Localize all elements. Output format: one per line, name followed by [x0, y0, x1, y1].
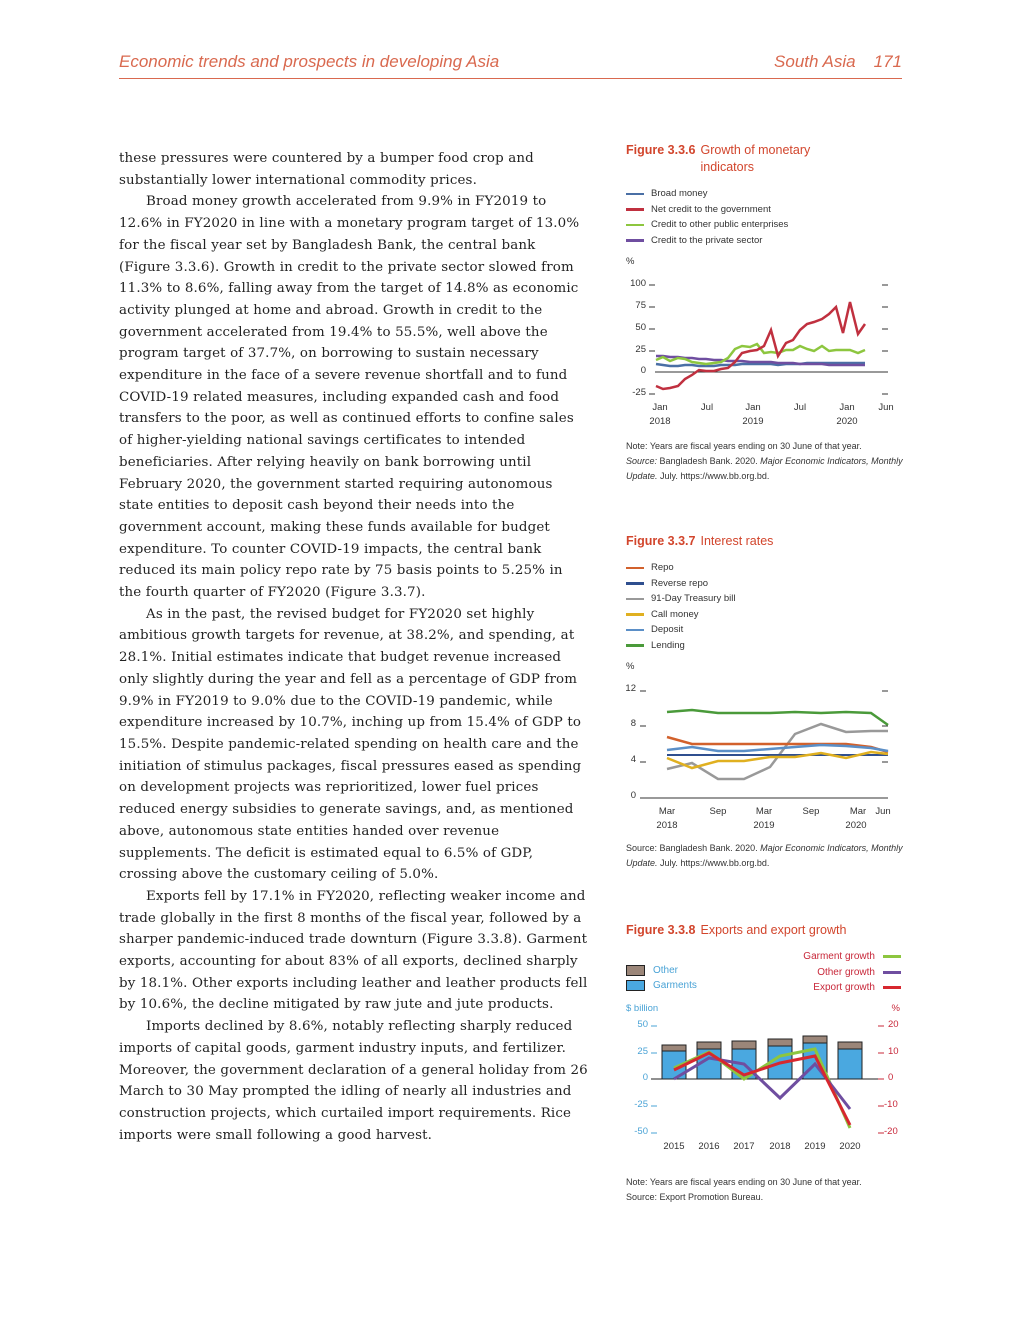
svg-text:2020: 2020 — [845, 820, 867, 829]
legend-item: Garments — [626, 980, 697, 991]
svg-text:0: 0 — [640, 365, 646, 376]
svg-text:Sep: Sep — [802, 806, 820, 817]
svg-text:2018: 2018 — [656, 820, 678, 829]
legend-item: Reverse repo — [626, 576, 906, 592]
svg-text:Jan: Jan — [745, 402, 761, 413]
legend-swatch-icon — [626, 598, 644, 601]
legend-item: 91-Day Treasury bill — [626, 591, 906, 607]
section-and-page — [756, 52, 902, 72]
legend-swatch-icon — [626, 567, 644, 570]
line-chart — [620, 269, 900, 429]
svg-text:Jun: Jun — [875, 806, 891, 817]
paragraph: Exports fell by 17.1% in FY2020, reflecting weaker income and trade globally in the first 8 months of the fiscal year, followed by a sharper pandemic-induced trade downturn (Figure 3.3.8). Garment exports, accounting for about 83% of all exports, declined sharply by 18.1%. Other exports including leather and leather products fell by 10.6%, the decline mitigated by raw jute and jute products. — [119, 888, 588, 1013]
figure-source: Source: Bangladesh Bank. 2020. Major Economic Indicators, Monthly Update. July. https://www.bb.org.bd. — [626, 456, 903, 481]
legend-swatch-icon — [626, 965, 645, 976]
figure-title — [626, 533, 906, 550]
axis-units: $ billion % — [626, 1003, 900, 1014]
svg-text:0: 0 — [642, 1072, 648, 1083]
page-number: 171 — [873, 52, 902, 71]
book-title: Economic trends and prospects in developing Asia — [119, 52, 500, 71]
legend-item: Repo — [626, 560, 906, 576]
svg-text:2019: 2019 — [753, 820, 775, 829]
paragraph: these pressures were countered by a bumper food crop and substantially lower international commodity prices. — [119, 151, 534, 188]
svg-text:2017: 2017 — [733, 1141, 755, 1152]
legend-item: Other growth — [817, 967, 901, 978]
svg-text:0: 0 — [630, 790, 636, 801]
svg-text:10: 10 — [888, 1046, 899, 1057]
legend-item: Other — [626, 965, 678, 976]
svg-text:75: 75 — [635, 300, 646, 311]
legend-item: Credit to the private sector — [626, 233, 906, 249]
svg-text:Mar: Mar — [849, 806, 867, 817]
figure-source: Source: Export Promotion Bureau. — [626, 1192, 764, 1202]
legend-item: Lending — [626, 638, 906, 654]
legend-swatch-icon — [883, 986, 901, 989]
svg-text:50: 50 — [637, 1019, 648, 1030]
svg-text:20: 20 — [888, 1019, 899, 1030]
svg-text:-10: -10 — [884, 1099, 898, 1110]
chart-legend — [626, 951, 906, 1003]
paragraph: Broad money growth accelerated from 9.9% in FY2019 to 12.6% in FY2020 in line with a monetary program target of 13.0% for the fiscal year set by Bangladesh Bank, the central bank (Figure 3.3.6). Growth in credit to the private sector slowed from 11.3% to 8.6%, falling away from the target of 14.8% as economic activity plunged at home and abroad. Growth in credit to the government accelerated from 19.4% to 55.5%, well above the program target of 37.7%, on borrowing to sustain necessary expenditure in the face of a severe revenue shortfall and to fund COVID-19 related measures, including expanded cash and food transfers to the poor, as well as continued efforts to confine sales of higher-yielding national savings certificates to intended beneficiaries. After relying heavily on bank borrowing until February 2020, the government started requiring autonomous state entities to deposit cash beyond their needs into the government account, making these funds available for budget expenditure. To counter COVID-19 impacts, the central bank reduced its main policy repo rate by 75 basis points to 5.25% in the fourth quarter of FY2020 (Figure 3.3.7). — [119, 194, 580, 601]
figure-number: Figure 3.3.6 — [626, 143, 696, 157]
figure-source: Source: Bangladesh Bank. 2020. Major Economic Indicators, Monthly Update. July. https://www.bb.org.bd. — [626, 843, 903, 868]
legend-item: Export growth — [813, 982, 901, 993]
legend-swatch-icon — [626, 629, 644, 632]
figure-title — [626, 142, 906, 176]
legend-swatch-icon — [626, 582, 644, 585]
paragraph: As in the past, the revised budget for FY2020 set highly ambitious growth targets for revenue, at 38.2%, and spending, at 28.1%. Initial estimates indicate that budget revenue increased only slightly during the year and fell as a percentage of GDP from 9.9% in FY2019 to 9.0% due to the COVID-19 pandemic, while expenditure increased by 10.7%, inching up from 15.4% of GDP to 15.5%. Despite pandemic-related spending on health care and the initiation of stimulus packages, fiscal pressures eased as spending on development projects was reprioritized, lower fuel prices reduced energy subsidies to generate savings, and, as mentioned above, autonomous state entities handed over revenue supplements. The deficit is estimated equal to 6.5% of GDP, crossing above the customary ceiling of 5.0%. — [119, 606, 582, 883]
y-axis-unit: % — [626, 661, 635, 672]
svg-text:-25: -25 — [634, 1099, 648, 1110]
legend-item: Broad money — [626, 186, 906, 202]
svg-text:2018: 2018 — [649, 416, 671, 427]
running-header — [119, 52, 902, 79]
figure-caption: Exports and export growth — [700, 923, 847, 937]
svg-text:2016: 2016 — [698, 1141, 720, 1152]
figure-number: Figure 3.3.8 — [626, 923, 696, 937]
figure-caption: Growth of monetary indicators — [700, 143, 811, 174]
svg-text:12: 12 — [625, 683, 636, 694]
legend-swatch-icon — [626, 644, 644, 647]
svg-text:Jan: Jan — [839, 402, 855, 413]
legend-swatch-icon — [883, 955, 901, 958]
svg-text:2019: 2019 — [742, 416, 764, 427]
paragraph: Imports declined by 8.6%, notably reflecting sharply reduced imports of capital goods, garment industry inputs, and fertilizer. Moreover, the government declaration of a general holiday from 26 March to 30 May prompted the idling of nearly all industries and construction projects, which curtailed import requirements. Rice imports were small following a good harvest. — [119, 1019, 588, 1143]
legend-swatch-icon — [626, 613, 644, 616]
svg-text:Mar: Mar — [658, 806, 676, 817]
svg-text:25: 25 — [635, 344, 646, 355]
legend-item: Deposit — [626, 622, 906, 638]
svg-text:-25: -25 — [632, 387, 646, 398]
legend-swatch-icon — [626, 239, 644, 242]
legend-item: Net credit to the government — [626, 202, 906, 218]
svg-text:100: 100 — [630, 278, 646, 289]
svg-text:Jul: Jul — [700, 402, 714, 413]
legend-swatch-icon — [626, 193, 644, 196]
svg-text:2020: 2020 — [839, 1141, 861, 1152]
svg-text:Jul: Jul — [793, 402, 807, 413]
svg-text:4: 4 — [630, 754, 636, 765]
line-chart — [620, 674, 900, 829]
svg-text:25: 25 — [637, 1046, 648, 1057]
svg-text:2015: 2015 — [663, 1141, 685, 1152]
svg-text:0: 0 — [888, 1072, 894, 1083]
figure-3-3-7 — [626, 533, 906, 871]
legend-swatch-icon — [626, 980, 645, 991]
combo-chart — [620, 1017, 905, 1157]
figure-title — [626, 922, 906, 939]
svg-text:2018: 2018 — [769, 1141, 791, 1152]
figure-note: Note: Years are fiscal years ending on 30 June of that year. Source: Bangladesh Bank. 2020. Major Economic Indicators, Monthly Update. July. https://www.bb.org.bd. — [626, 439, 906, 484]
svg-text:-50: -50 — [634, 1126, 648, 1137]
chart-legend — [626, 560, 906, 653]
body-column — [119, 148, 589, 1146]
legend-swatch-icon — [626, 208, 644, 211]
svg-text:8: 8 — [630, 718, 636, 729]
svg-text:Jan: Jan — [652, 402, 668, 413]
figure-3-3-8 — [626, 922, 906, 1205]
svg-text:Sep: Sep — [709, 806, 727, 817]
legend-item: Garment growth — [803, 951, 901, 962]
figure-3-3-6 — [626, 142, 906, 484]
legend-swatch-icon — [883, 971, 901, 974]
svg-text:-20: -20 — [884, 1126, 898, 1137]
svg-text:Mar: Mar — [755, 806, 773, 817]
section-name: South Asia — [774, 52, 856, 71]
svg-text:50: 50 — [635, 322, 646, 333]
chart-legend — [626, 186, 906, 248]
svg-text:2020: 2020 — [836, 416, 858, 427]
figure-number: Figure 3.3.7 — [626, 534, 696, 548]
legend-item: Credit to other public enterprises — [626, 217, 906, 233]
y-axis-unit: % — [626, 256, 635, 267]
figure-note: Note: Years are fiscal years ending on 30 June of that year. Source: Export Promotion Bureau. — [626, 1175, 906, 1205]
legend-swatch-icon — [626, 224, 644, 227]
svg-text:Jun: Jun — [878, 402, 894, 413]
svg-text:2019: 2019 — [804, 1141, 826, 1152]
legend-item: Call money — [626, 607, 906, 623]
figure-caption: Interest rates — [700, 534, 774, 548]
